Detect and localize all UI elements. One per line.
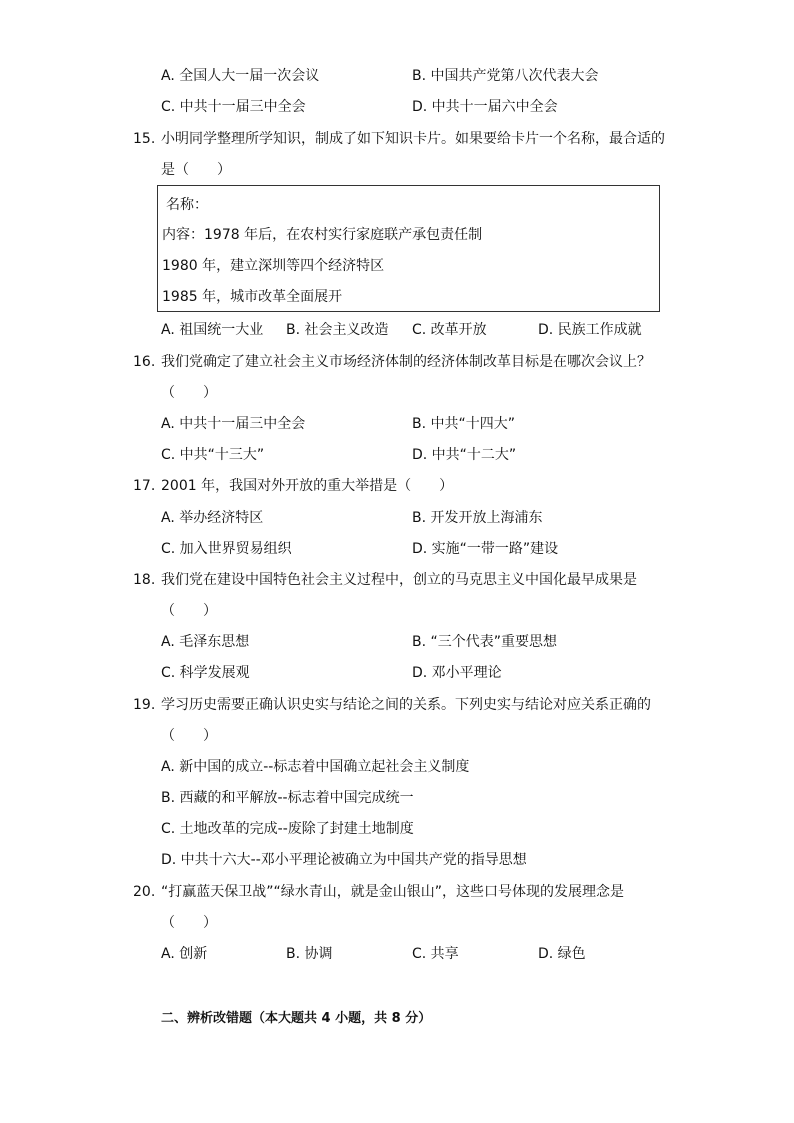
q19-option-d: D. 中共十六大--邓小平理论被确立为中国共产党的指导思想 [161, 852, 527, 868]
q16-option-a: A. 中共十一届三中全会 [161, 416, 306, 432]
q19-option-b: B. 西藏的和平解放--标志着中国完成统一 [161, 790, 414, 806]
q15-number: 15. [133, 131, 156, 147]
knowledge-card [157, 185, 660, 312]
q17-option-d: D. 实施“一带一路”建设 [412, 541, 559, 557]
q20-option-a: A. 创新 [161, 946, 208, 962]
q14-option-b: B. 中国共产党第八次代表大会 [412, 68, 599, 84]
card-line-2: 1980 年，建立深圳等四个经济特区 [162, 258, 385, 274]
q15-option-a: A. 祖国统一大业 [161, 322, 264, 338]
q18-stem-line1: 我们党在建设中国特色社会主义过程中，创立的马克思主义中国化最早成果是 [161, 572, 637, 588]
q19-stem-line1: 学习历史需要正确认识史实与结论之间的关系。下列史实与结论对应关系正确的 [161, 697, 651, 713]
q16-option-d: D. 中共“十二大” [412, 447, 517, 463]
q20-number: 20. [133, 884, 156, 900]
q19-number: 19. [133, 697, 156, 713]
q17-number: 17. [133, 478, 156, 494]
q17-option-b: B. 开发开放上海浦东 [412, 510, 543, 526]
card-line-1: 内容：1978 年后，在农村实行家庭联产承包责任制 [162, 227, 483, 243]
q16-option-c: C. 中共“十三大” [161, 447, 265, 463]
q16-stem-line1: 我们党确定了建立社会主义市场经济体制的经济体制改革目标是在哪次会议上？ [161, 354, 651, 370]
q15-option-c: C. 改革开放 [412, 322, 487, 338]
q18-option-c: C. 科学发展观 [161, 665, 250, 681]
q19-stem-line2: （ ） [161, 728, 217, 744]
q20-stem-line2: （ ） [161, 915, 217, 931]
q16-option-b: B. 中共“十四大” [412, 416, 516, 432]
card-line-3: 1985 年，城市改革全面展开 [162, 289, 343, 305]
card-name-label: 名称： [166, 197, 208, 213]
q17-option-c: C. 加入世界贸易组织 [161, 541, 292, 557]
q16-stem-line2: （ ） [161, 385, 217, 401]
q15-stem-line1: 小明同学整理所学知识，制成了如下知识卡片。如果要给卡片一个名称，最合适的 [161, 131, 665, 147]
q16-number: 16. [133, 354, 156, 370]
q18-option-b: B. “三个代表”重要思想 [412, 634, 558, 650]
q17-stem-line1: 2001 年，我国对外开放的重大举措是（ ） [161, 478, 454, 494]
q14-option-d: D. 中共十一届六中全会 [412, 99, 558, 115]
q17-option-a: A. 举办经济特区 [161, 510, 264, 526]
q20-option-b: B. 协调 [286, 946, 333, 962]
q15-option-d: D. 民族工作成就 [538, 322, 642, 338]
q18-number: 18. [133, 572, 156, 588]
q20-option-c: C. 共享 [412, 946, 459, 962]
q20-stem-line1: “打赢蓝天保卫战”“绿水青山，就是金山银山”，这些口号体现的发展理念是 [161, 884, 625, 900]
q15-option-b: B. 社会主义改造 [286, 322, 389, 338]
section-title: 二、辨析改错题（本大题共 4 小题，共 8 分） [161, 1011, 432, 1026]
q15-stem-line2: 是（ ） [161, 162, 231, 178]
q18-stem-line2: （ ） [161, 603, 217, 619]
q20-option-d: D. 绿色 [538, 946, 586, 962]
q18-option-d: D. 邓小平理论 [412, 665, 502, 681]
q14-option-c: C. 中共十一届三中全会 [161, 99, 306, 115]
q14-option-a: A. 全国人大一届一次会议 [161, 68, 320, 84]
q19-option-c: C. 土地改革的完成--废除了封建土地制度 [161, 821, 414, 837]
q19-option-a: A. 新中国的成立--标志着中国确立起社会主义制度 [161, 759, 470, 775]
q18-option-a: A. 毛泽东思想 [161, 634, 250, 650]
